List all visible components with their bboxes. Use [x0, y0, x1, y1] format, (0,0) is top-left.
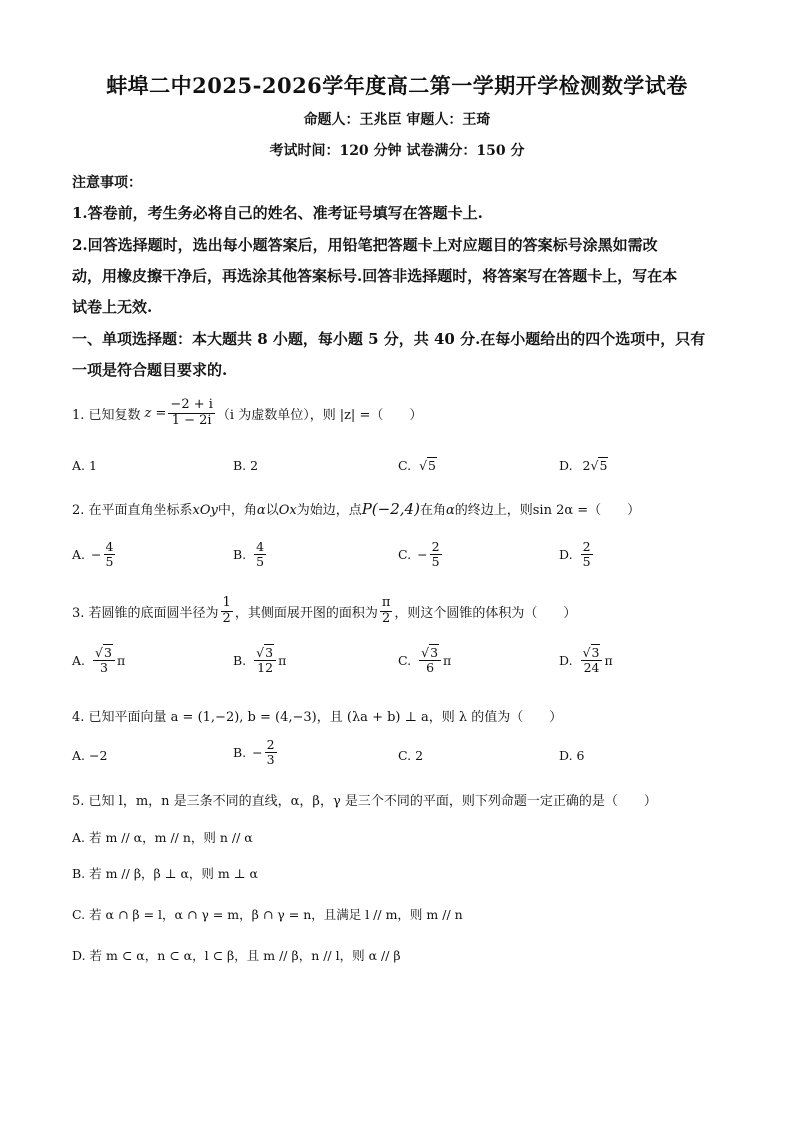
q1-fraction-num: −2 + i — [170, 397, 213, 412]
q2-option-a: A. − $\frac{4}{5}$ — [72, 539, 114, 570]
q5-option-a: A. 若 m // α，m // n，则 n // α — [72, 830, 253, 845]
question-2: 2. 在平面直角坐标系xOy中，角α以Ox为始边，点P(−2,4)在角α的终边上，则sin 2α =（ ） — [72, 500, 641, 518]
q1-option-b: B. 2 — [233, 458, 259, 473]
notes-item-2-line-1: 2.回答选择题时，选出每小题答案后，用铅笔把答题卡上对应题目的答案标号涂黑如需改 — [72, 236, 658, 254]
question-3: 3. 若圆锥的底面圆半径为 $\frac{1}{2}$ ，其侧面展开图的面积为 $\frac{\pi}{2}$ ，则这个圆锥的体积为（ ） — [72, 595, 577, 626]
section-heading-line-2: 一项是符合题目要求的. — [72, 361, 228, 379]
notes-item-2-line-2: 动，用橡皮擦干净后，再选涂其他答案标号.回答非选择题时，将答案写在答题卡上，写在本 — [72, 267, 678, 285]
q3-option-d: D. $\frac{√3}{24}$ π — [559, 645, 613, 676]
q1-option-c-radicand: 5 — [428, 458, 436, 473]
exam-authors: 命题人：王兆臣 审题人：王琦 — [303, 112, 491, 128]
q1-prefix: 1. 已知复数 — [72, 407, 141, 423]
q3-option-a: A. $\frac{√3}{3}$ π — [72, 645, 126, 676]
q2-option-c: C. − $\frac{2}{5}$ — [398, 539, 440, 570]
q1-fraction — [168, 398, 214, 429]
q5-option-c: C. 若 α ∩ β = l，α ∩ γ = m，β ∩ γ = n，且满足 l // m，则 m // n — [72, 907, 463, 922]
q4-option-c: C. 2 — [398, 748, 424, 763]
notes-heading: 注意事项： — [72, 175, 142, 191]
q4-option-b: B. − $\frac{2}{3}$ — [233, 737, 275, 768]
notes-item-1: 1.答卷前，考生务必将自己的姓名、准考证号填写在答题卡上. — [72, 204, 483, 222]
q4-option-a: A. −2 — [72, 748, 108, 763]
question-1: 1. 已知复数 z = $\frac{-2 + i}{1 - 2i}$ （i 为虚数单位），则 |z| =（ ） — [72, 397, 423, 428]
q3-option-b: B. $\frac{√3}{12}$ π — [233, 645, 287, 676]
question-4: 4. 已知平面向量 a = (1,−2), b = (4,−3)，且 (λa + b) ⊥ a，则 λ 的值为（ ） — [72, 710, 563, 725]
q1-option-a: A. 1 — [72, 458, 97, 473]
q1-tail: |z| =（ ） — [339, 407, 423, 423]
q5-option-b: B. 若 m // β，β ⊥ α，则 m ⊥ α — [72, 866, 258, 881]
q1-fraction-den: 1 − 2i — [171, 412, 212, 428]
exam-title: 蚌埠二中2025-2026学年度高二第一学期开学检测数学试卷 — [106, 73, 688, 98]
exam-info: 考试时间：120 分钟 试卷满分：150 分 — [269, 143, 525, 159]
q1-option-c: C. √5 — [398, 458, 436, 473]
q1-option-d: D. 2√5 — [559, 458, 608, 473]
q1-suffix: （i 为虚数单位），则 — [216, 407, 336, 423]
q4-option-d: D. 6 — [559, 748, 585, 763]
notes-item-2-line-3: 试卷上无效. — [72, 298, 153, 316]
q5-option-d: D. 若 m ⊂ α，n ⊂ α，l ⊂ β，且 m // β，n // l，则 α // β — [72, 948, 401, 963]
q2-option-b: B. $\frac{4}{5}$ — [233, 539, 265, 570]
q1-option-d-radicand: 5 — [599, 458, 608, 473]
q2-option-d: D. $\frac{2}{5}$ — [559, 539, 591, 570]
q3-option-c: C. $\frac{√3}{6}$ π — [398, 645, 452, 676]
question-5: 5. 已知 l，m，n 是三条不同的直线，α，β，γ 是三个不同的平面，则下列命题一定正确的是（ ） — [72, 794, 657, 809]
section-heading-line-1: 一、单项选择题：本大题共 8 小题，每小题 5 分，共 40 分.在每小题给出的四个选项中，只有 — [72, 330, 706, 348]
